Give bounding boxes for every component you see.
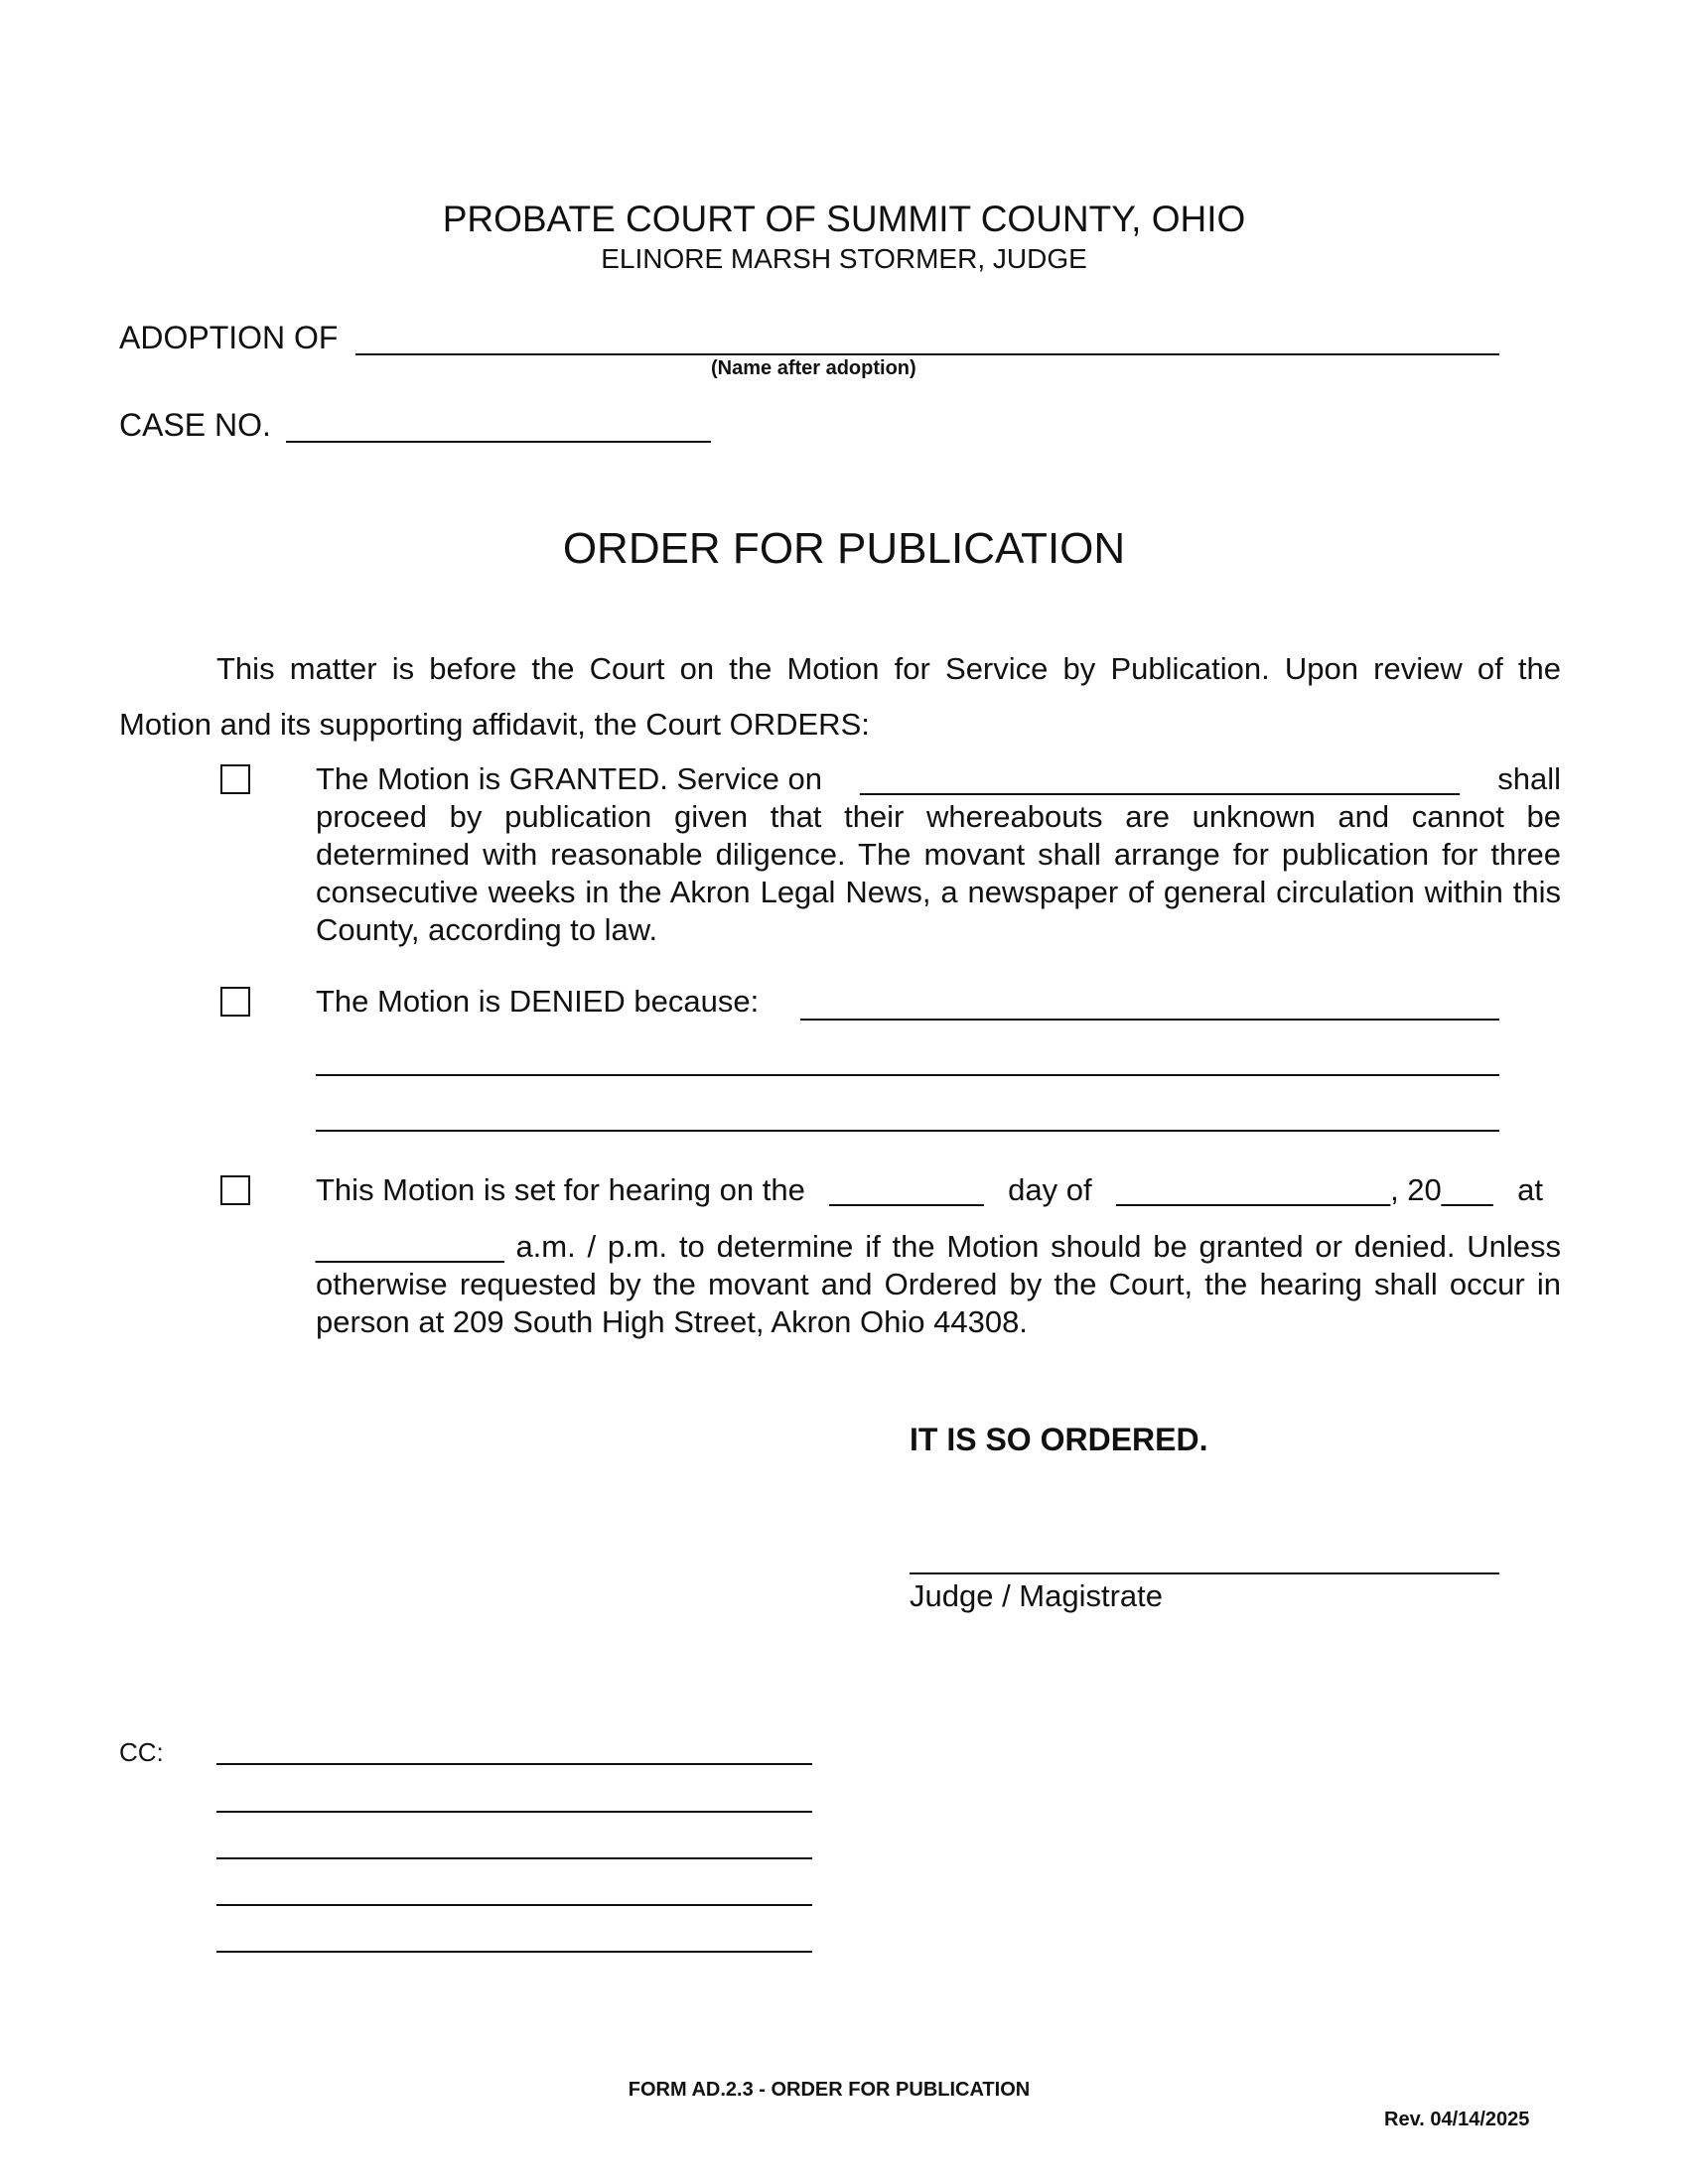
hearing-year-blank[interactable]: ___ xyxy=(1441,1172,1493,1207)
hearing-body-text: a.m. / p.m. to determine if the Motion should be granted or denied. Unless otherwise requested by the movant and Ordered by the Court, the hearing shall occur in person at 209 South High Street, Akron Ohio 44308. xyxy=(316,1229,1561,1339)
hearing-text-1: This Motion is set for hearing on the xyxy=(316,1172,805,1207)
form-footer: FORM AD.2.3 - ORDER FOR PUBLICATION xyxy=(628,2079,1031,2101)
court-name: PROBATE COURT OF SUMMIT COUNTY, OHIO xyxy=(442,199,1246,239)
cc-line-1[interactable] xyxy=(216,1763,812,1765)
cc-line-5[interactable] xyxy=(216,1951,812,1953)
adoption-name-hint: (Name after adoption) xyxy=(711,357,916,379)
hearing-time-blank[interactable]: ___________ xyxy=(316,1229,504,1264)
cc-line-4[interactable] xyxy=(216,1904,812,1906)
hearing-first-line xyxy=(316,1171,1543,1209)
intro-line-2: Motion and its supporting affidavit, the Court ORDERS: xyxy=(119,707,870,742)
document-title: ORDER FOR PUBLICATION xyxy=(562,524,1126,573)
denied-checkbox[interactable] xyxy=(220,987,250,1017)
denied-reason-line-2[interactable] xyxy=(316,1074,1499,1076)
cc-line-3[interactable] xyxy=(216,1857,812,1859)
hearing-month-blank[interactable]: ________________ xyxy=(1116,1172,1391,1207)
service-on-blank[interactable]: ___________________________________ xyxy=(860,761,1460,796)
adoption-name-input[interactable] xyxy=(359,316,1503,351)
hearing-checkbox[interactable] xyxy=(220,1175,250,1205)
hearing-day-blank[interactable]: _________ xyxy=(829,1172,984,1207)
revision-date: Rev. 04/14/2025 xyxy=(1384,2109,1530,2130)
denied-reason-line-3[interactable] xyxy=(316,1130,1499,1132)
adoption-name-line xyxy=(355,353,1499,355)
hearing-month-year xyxy=(1116,1171,1492,1209)
hearing-text-2: day of xyxy=(1008,1172,1092,1207)
judge-signature-line[interactable] xyxy=(910,1572,1499,1574)
so-ordered: IT IS SO ORDERED. xyxy=(910,1422,1208,1457)
cc-line-2[interactable] xyxy=(216,1811,812,1813)
granted-checkbox[interactable] xyxy=(220,764,250,794)
granted-body: proceed by publication given that their whereabouts are unknown and cannot be determined with reasonable diligence. The movant shall arrange for publication for three consecutive weeks in the Akron Legal News, a newspaper of general circulation within this County, according to law. xyxy=(316,799,1561,947)
cc-label: CC: xyxy=(119,1737,164,1767)
denied-reason-line-1[interactable] xyxy=(800,1019,1499,1021)
granted-first-line xyxy=(316,760,1561,798)
judge-signature-label: Judge / Magistrate xyxy=(910,1578,1164,1613)
granted-suffix: shall xyxy=(1497,761,1561,796)
hearing-text-4: at xyxy=(1517,1172,1543,1207)
case-number-input[interactable] xyxy=(290,403,715,439)
intro-line-1: This matter is before the Court on the Motion for Service by Publication. Upon review of the xyxy=(216,651,1561,686)
case-number-line xyxy=(286,441,711,443)
granted-prefix: The Motion is GRANTED. Service on xyxy=(316,761,822,796)
adoption-label: ADOPTION OF xyxy=(119,320,339,355)
hearing-text-3: , 20 xyxy=(1390,1172,1442,1207)
denied-text: The Motion is DENIED because: xyxy=(316,984,760,1019)
case-number-label: CASE NO. xyxy=(119,407,271,443)
hearing-body xyxy=(316,1228,1561,1341)
judge-name: ELINORE MARSH STORMER, JUDGE xyxy=(601,243,1087,274)
